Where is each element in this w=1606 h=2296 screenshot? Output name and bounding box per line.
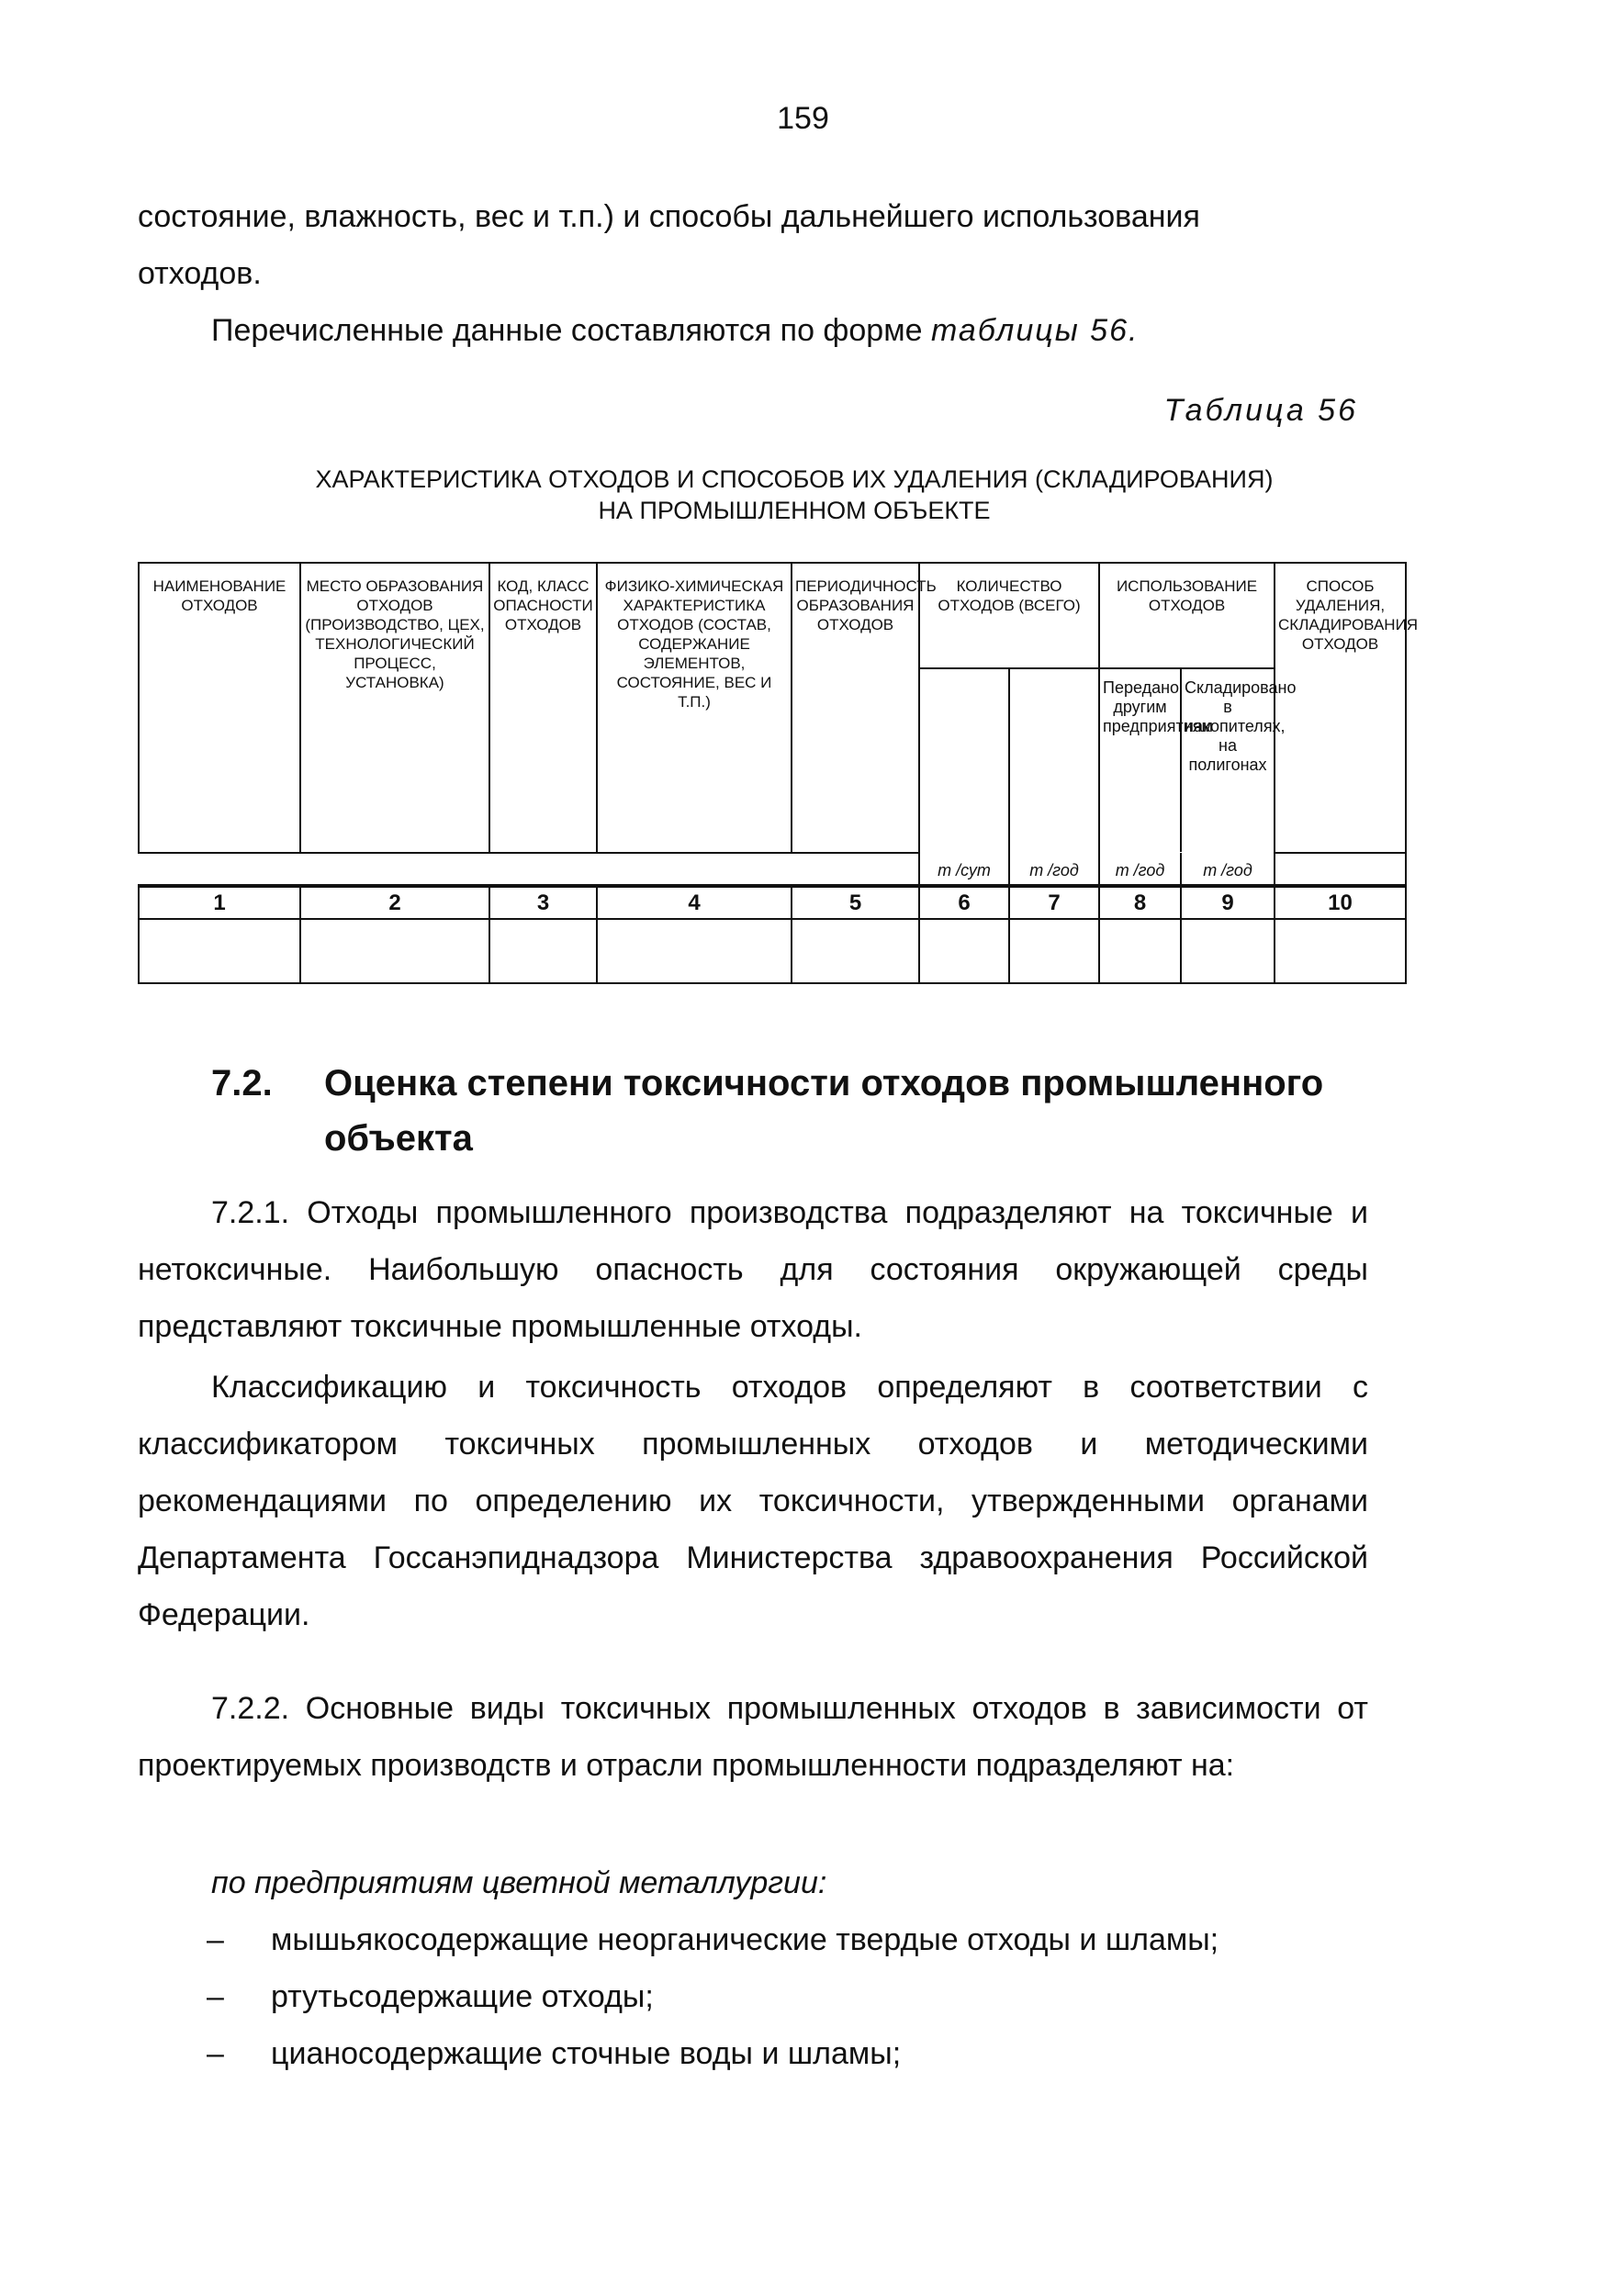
paragraph-text: 7.2.1. Отходы промышленного производства подразделяют на токсичные и нетоксичные. Наибольшую опасность для состояния окружающей среды представляют токсичные промышленные отходы. xyxy=(138,1195,1368,1344)
header-quantity: КОЛИЧЕСТВО ОТХОДОВ (ВСЕГО) xyxy=(919,563,1099,668)
subheading-text: по предприятиям цветной металлургии: xyxy=(211,1865,827,1900)
column-number: 9 xyxy=(1181,886,1275,919)
column-number: 10 xyxy=(1275,886,1406,919)
list-item xyxy=(207,1968,1382,2025)
list-item xyxy=(207,2025,1382,2082)
waste-table xyxy=(138,562,1419,984)
column-number: 3 xyxy=(489,886,597,919)
paragraph-text: 7.2.2. Основные виды токсичных промышленных отходов в зависимости от проектируемых производств и отрасли промышленности подразделяют на: xyxy=(138,1691,1368,1783)
intro-line-1: состояние, влажность, вес и т.п.) и способы дальнейшего использования xyxy=(138,199,1200,234)
header-quantity-day xyxy=(919,668,1009,853)
header-origin-place: МЕСТО ОБРАЗОВАНИЯ ОТХОДОВ (ПРОИЗВОДСТВО, ЦЕХ, ТЕХНОЛОГИЧЕСКИЙ ПРОЦЕСС, УСТАНОВКА) xyxy=(300,563,489,853)
header-waste-name: НАИМЕНОВАНИЕ ОТХОДОВ xyxy=(139,563,300,853)
unit-tons-per-year: т /год xyxy=(1009,853,1099,886)
table-row xyxy=(139,919,1406,983)
dash-mark: – xyxy=(207,1922,224,1957)
toxic-waste-list xyxy=(207,1911,1382,2082)
table-title-line-1: ХАРАКТЕРИСТИКА ОТХОДОВ И СПОСОБОВ ИХ УДАЛЕНИЯ (СКЛАДИРОВАНИЯ) xyxy=(315,465,1274,493)
column-number: 7 xyxy=(1009,886,1099,919)
paragraph-classification xyxy=(138,1359,1368,1643)
unit-tons-per-day: т /сут xyxy=(919,853,1009,886)
intro-line-2: отходов. xyxy=(138,256,262,291)
paragraph-7-2-1 xyxy=(138,1184,1368,1355)
header-disposal-method: СПОСОБ УДАЛЕНИЯ, СКЛАДИРОВАНИЯ ОТХОДОВ xyxy=(1275,563,1406,853)
intro-paragraph xyxy=(138,188,1368,359)
list-item-text: цианосодержащие сточные воды и шламы; xyxy=(271,2036,902,2071)
column-number: 1 xyxy=(139,886,300,919)
intro-line-3-text: Перечисленные данные составляются по форме xyxy=(211,313,931,348)
section-number: 7.2. xyxy=(211,1063,273,1103)
list-item xyxy=(207,1911,1382,1968)
column-number: 8 xyxy=(1099,886,1181,919)
header-hazard-code: КОД, КЛАСС ОПАСНОСТИ ОТХОДОВ xyxy=(489,563,597,853)
table-title-line-2: НА ПРОМЫШЛЕННОМ ОБЪЕКТЕ xyxy=(598,497,991,524)
table-caption: Таблица 56 xyxy=(1163,393,1358,428)
section-title: Оценка степени токсичности отходов промышленного объекта xyxy=(324,1063,1324,1159)
table-reference: таблицы 56. xyxy=(930,313,1140,348)
column-number: 2 xyxy=(300,886,489,919)
header-usage: ИСПОЛЬЗОВАНИЕ ОТХОДОВ xyxy=(1099,563,1275,668)
header-quantity-year xyxy=(1009,668,1099,853)
page-number: 159 xyxy=(777,101,829,136)
column-number: 5 xyxy=(792,886,919,919)
unit-transferred-tons-per-year: т /год xyxy=(1099,853,1181,886)
dash-mark: – xyxy=(207,2036,224,2071)
header-stored: Складировано в накопителях, на полигонах xyxy=(1181,668,1275,852)
dash-mark: – xyxy=(207,1979,224,2014)
subheading-nonferrous xyxy=(211,1854,1313,1911)
paragraph-7-2-2 xyxy=(138,1680,1368,1794)
column-number: 4 xyxy=(597,886,792,919)
header-physchem: ФИЗИКО-ХИМИЧЕСКАЯ ХАРАКТЕРИСТИКА ОТХОДОВ (СОСТАВ, СОДЕРЖАНИЕ ЭЛЕМЕНТОВ, СОСТОЯНИЕ, ВЕС И Т.П.) xyxy=(597,563,792,853)
header-periodicity: ПЕРИОДИЧНОСТЬ ОБРАЗОВАНИЯ ОТХОДОВ xyxy=(792,563,919,853)
intro-line-3 xyxy=(138,302,1368,359)
unit-stored-tons-per-year: т /год xyxy=(1181,853,1275,886)
column-number: 6 xyxy=(919,886,1009,919)
paragraph-text: Классификацию и токсичность отходов определяют в соответствии с классификатором токсичных промышленных отходов и методическими рекомендациями по определению их токсичности, утвержденными органами Департамента Госсанэпиднадзора Министерства здравоохранения Российской Федерации. xyxy=(138,1370,1368,1632)
header-transferred: Передано другим предприятиям xyxy=(1099,668,1181,852)
list-item-text: ртутьсодержащие отходы; xyxy=(271,1979,654,2014)
list-item-text: мышьякосодержащие неорганические твердые отходы и шламы; xyxy=(271,1922,1219,1957)
table-title xyxy=(138,464,1451,526)
